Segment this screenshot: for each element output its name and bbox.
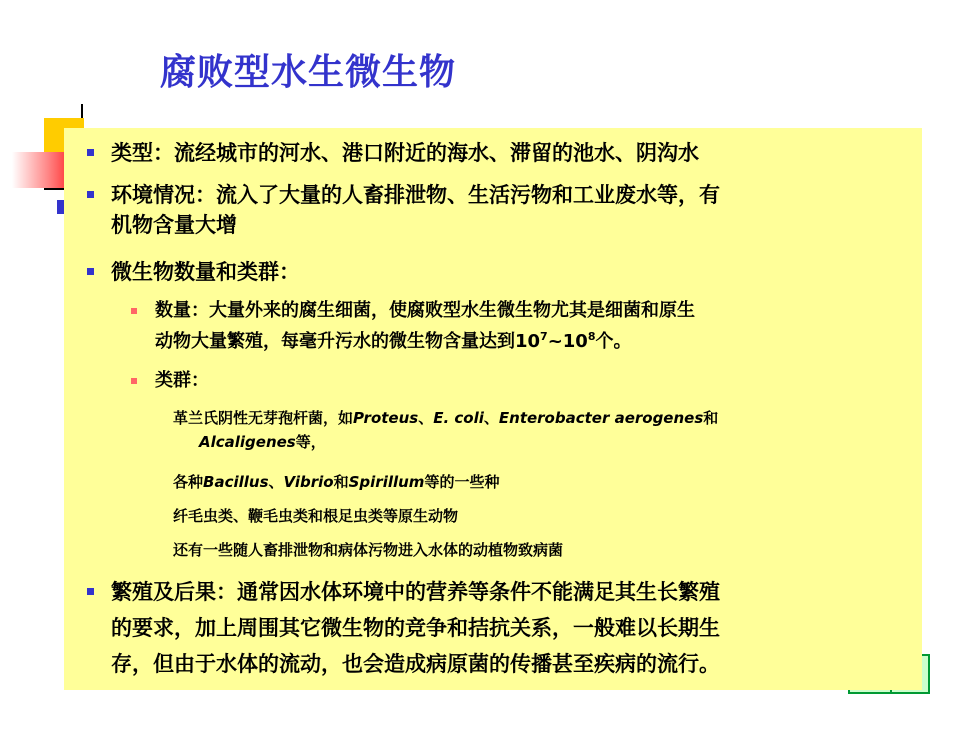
- group-item-4: 还有一些随人畜排泄物和病体污物进入水体的动植物致病菌: [173, 541, 564, 559]
- bullet-type: 类型：流经城市的河水、港口附近的海水、滞留的池水、阴沟水: [111, 138, 699, 168]
- sub-bullet-quantity: 数量：大量外来的腐生细菌，使腐败型水生微生物尤其是细菌和原生 动物大量繁殖，每毫升污水的微生物含量达到$10^7\sim 10^8$个。: [155, 298, 695, 355]
- bullet-reproduction: 繁殖及后果：通常因水体环境中的营养等条件不能满足其生长繁殖 的要求，加上周围其它微生物的竞争和拮抗关系，一般难以长期生 存，但由于水体的流动，也会造成病原菌的传播甚至疾病的流行。: [111, 574, 720, 682]
- page-title: 腐败型水生微生物: [160, 52, 457, 93]
- bullet-environment: 环境情况：流入了大量的人畜排泄物、生活污物和工业废水等，有 机物含量大增: [111, 180, 720, 240]
- bullet-marker-icon: [87, 149, 94, 156]
- group-item-2: 各种Bacillus、Vibrio和Spirillum等的一些种: [173, 473, 500, 491]
- decor-red-bar: [12, 152, 70, 188]
- sub-bullet-groups: 类群：: [155, 368, 209, 394]
- sub-bullet-marker-icon: [131, 378, 137, 384]
- bullet-marker-icon: [87, 191, 94, 198]
- bullet-microbes: 微生物数量和类群：: [111, 257, 300, 287]
- content-box: [64, 128, 922, 690]
- group-item-3: 纤毛虫类、鞭毛虫类和根足虫类等原生动物: [173, 507, 459, 525]
- group-item-1: 革兰氏阴性无芽孢杆菌，如Proteus、E. coli、Enterobacter aerogenes和 Alcaligenes等，: [173, 409, 719, 451]
- sub-bullet-marker-icon: [131, 308, 137, 314]
- bullet-marker-icon: [87, 588, 94, 595]
- bullet-marker-icon: [87, 268, 94, 275]
